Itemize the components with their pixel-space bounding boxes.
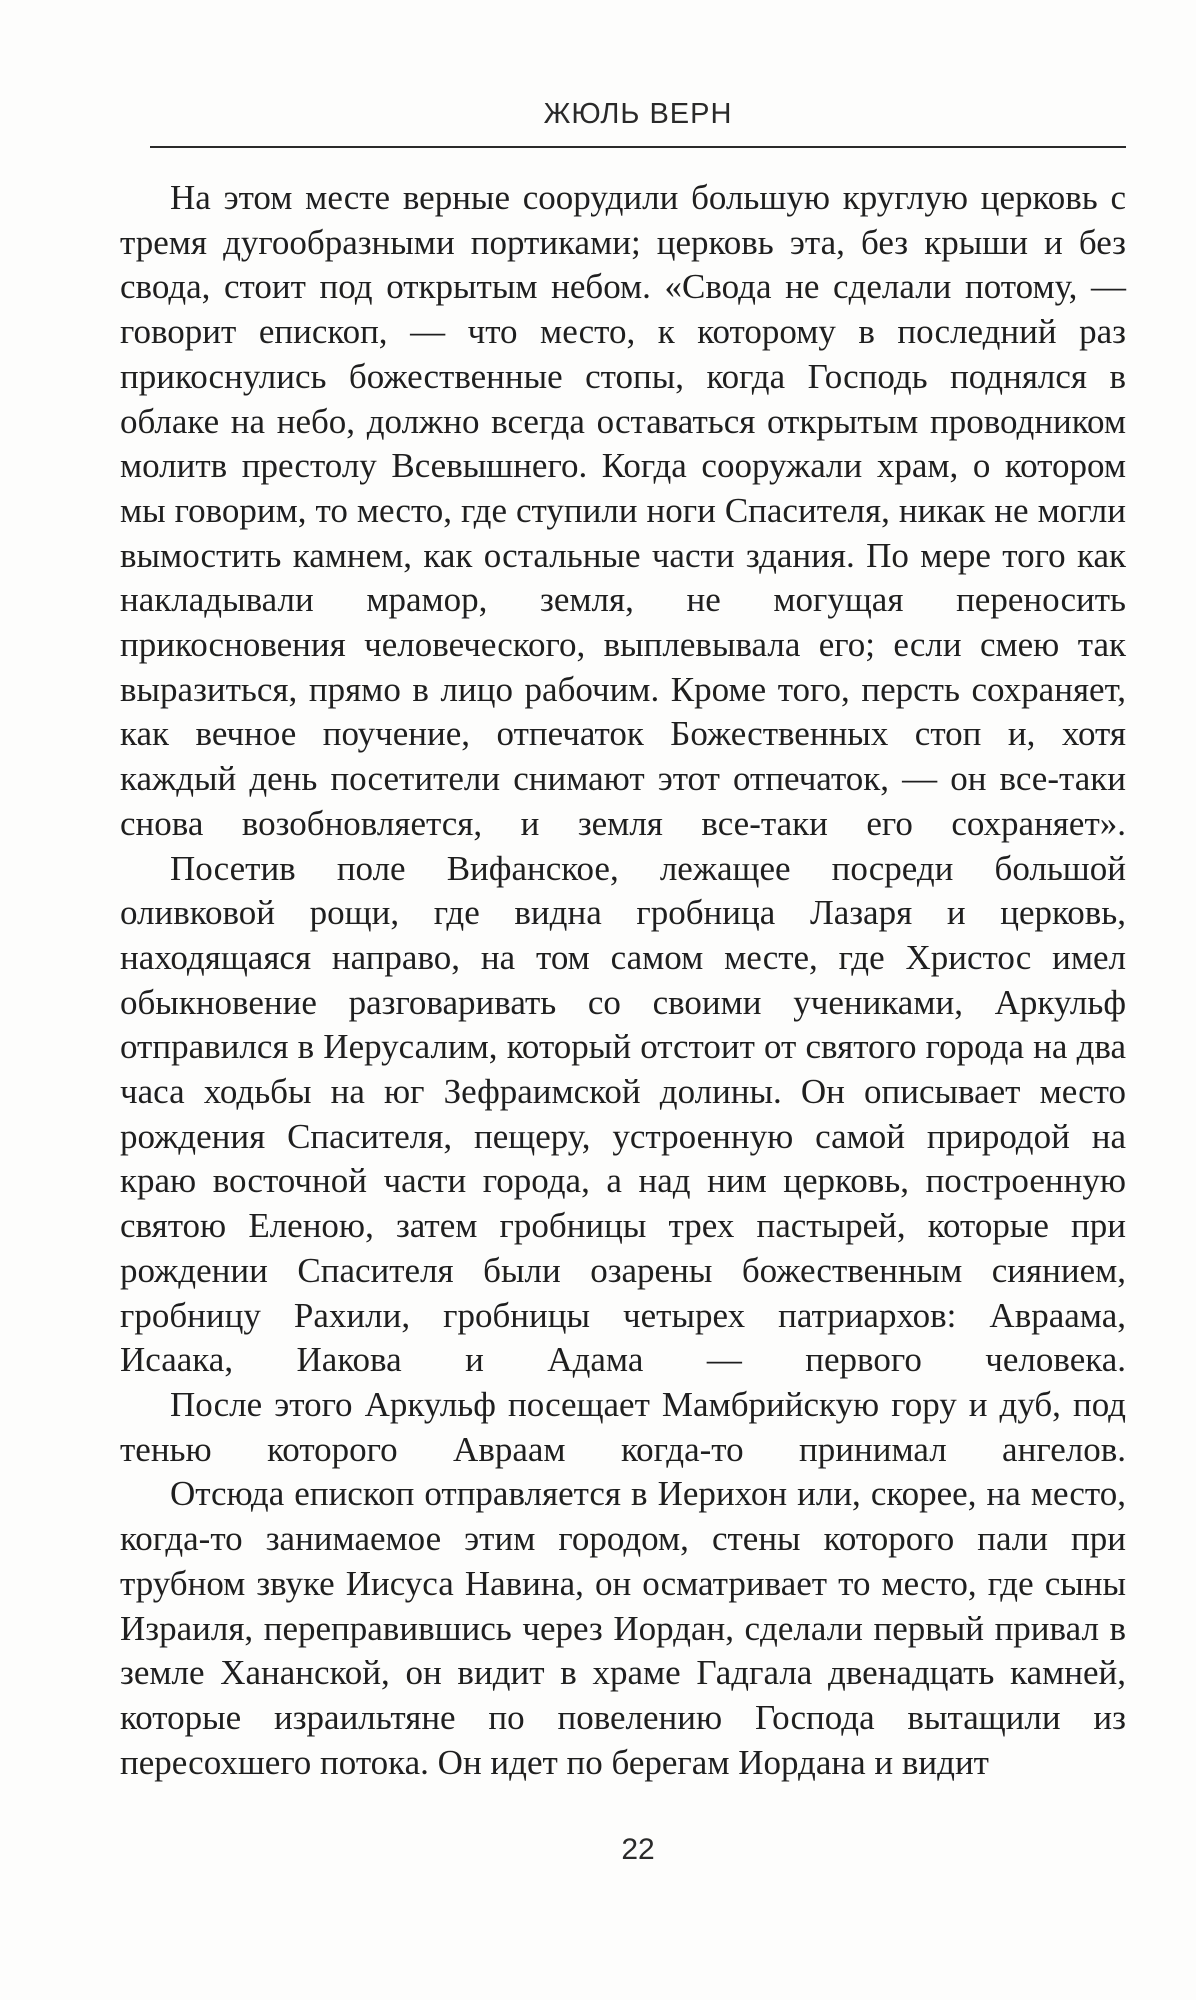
page-number: 22 xyxy=(621,1833,655,1866)
body-text xyxy=(120,176,1126,1785)
header-rule xyxy=(150,146,1126,148)
paragraph: Отсюда епископ отправляется в Иерихон или, скорее, на место, когда-то занимаемое этим городом, стены которого пали при трубном звуке Иисуса Навина, он осматривает то место, где сыны Израиля, переправившись через Иордан, сделали первый привал в земле Хананской, он видит в храме Гадгала двенадцать камней, которые израильтяне по повелению Господа вытащили из пересохшего потока. Он идет по берегам Иордана и видит xyxy=(120,1474,1126,1782)
running-head: ЖЮЛЬ ВЕРН xyxy=(543,98,733,130)
paragraph: Посетив поле Вифанское, лежащее посреди большой оливковой рощи, где видна гробница Лазаря и церковь, находящаяся направо, на том самом месте, где Христос имел обыкновение разговаривать со своими учениками, Аркульф отправился в Иерусалим, который отстоит от святого города на два часа ходьбы на юг Зефраимской долины. Он описывает место рождения Спасителя, пещеру, устроенную самой природой на краю восточной части города, а над ним церковь, построенную святою Еленою, затем гробницы трех пастырей, которые при рождении Спасителя были озарены божественным сиянием, гробницу Рахили, гробницы четырех патриархов: Авраама, Исаака, Иакова и Адама — первого человека. xyxy=(120,848,1126,1380)
paragraph: На этом месте верные соорудили большую круглую церковь с тремя дугообразными портиками; церковь эта, без крыши и без свода, стоит под открытым небом. «Свода не сделали потому, — говорит епископ, — что место, к которому в последний раз прикоснулись божественные стопы, когда Господь поднялся в облаке на небо, должно всегда оставаться открытым проводником молитв престолу Всевышнего. Когда сооружали храм, о котором мы говорим, то место, где ступили ноги Спасителя, никак не могли вымостить камнем, как остальные части здания. По мере того как накладывали мрамор, земля, не могущая переносить прикосновения человеческого, выплевывала его; если смею так выразиться, прямо в лицо рабочим. Кроме того, персть сохраняет, как вечное поучение, отпечаток Божественных стоп и, хотя каждый день посетители снимают этот отпечаток, — он все-таки снова возобновляется, и земля все-таки его сохраняет». xyxy=(120,178,1126,843)
paragraph: После этого Аркульф посещает Мамбрийскую гору и дуб, под тенью которого Авраам когда-то принимал ангелов. xyxy=(120,1384,1126,1469)
